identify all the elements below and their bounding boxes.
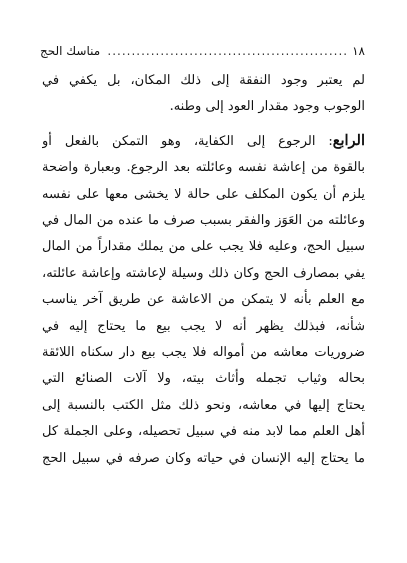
- text-line: أهل العلم مما لابد منه في سبيل تحصيله، وعلى الجملة كل: [42, 424, 365, 440]
- text-line: مع العلم بأنه لا يتمكن من الاعاشة عن طريق آخر يناسب: [42, 292, 365, 308]
- text-line: وعائلته من العَوَز والفقر بسبب صرف ما عنده من المال في: [42, 213, 365, 229]
- page-number: ١٨: [352, 44, 365, 58]
- section-heading-fourth: الرابع: [332, 131, 365, 149]
- text-line: الوجوب وجود مقدار العود إلى وطنه.: [169, 99, 365, 115]
- text-line: لم يعتبر وجود النفقة إلى ذلك المكان، بل يكفي في: [42, 73, 365, 88]
- paragraph-2: [42, 128, 365, 472]
- text-line: بالقوة من إعاشة نفسه وعائلته بعد الرجوع. وبعبارة واضحة: [42, 160, 365, 176]
- header-leader-dots: ..................................................: [107, 44, 349, 58]
- text-line: يفي بمصارف الحج وكان ذلك وسيلة لإعاشته وإعاشة عائلته،: [42, 265, 365, 281]
- page-body: [42, 68, 365, 472]
- text-line: شأنه، فبذلك يظهر أنه لا يجب بيع ما يحتاج إليه في: [42, 318, 365, 334]
- text-line: يحتاج إليها في معاشه، ونحو ذلك مثل الكتب بالنسبة إلى: [42, 397, 365, 413]
- page-header: [40, 44, 365, 62]
- paragraph-1: [42, 68, 365, 121]
- text-line: ما يحتاج إليه الإنسان في حياته وكان صرفه في سبيل الحج: [42, 450, 365, 466]
- book-title: مناسك الحج: [40, 44, 101, 58]
- first-line-rest: : الرجوع إلى الكفاية، وهو التمكن بالفعل أو: [42, 133, 333, 149]
- text-line: ضروريات معاشه من أمواله فلا يجب بيع دار سكناه اللائقة: [42, 345, 365, 361]
- text-line: سبيل الحج، وعليه فلا يجب على من يملك مقداراً من المال: [42, 239, 365, 255]
- text-line: بحاله وثياب تجمله وأثاث بيته، ولا آلات الصنائع التي: [42, 371, 365, 387]
- text-line: يلزم أن يكون المكلف على حالة لا يخشى معها على نفسه: [42, 186, 365, 202]
- text-line: [42, 128, 365, 155]
